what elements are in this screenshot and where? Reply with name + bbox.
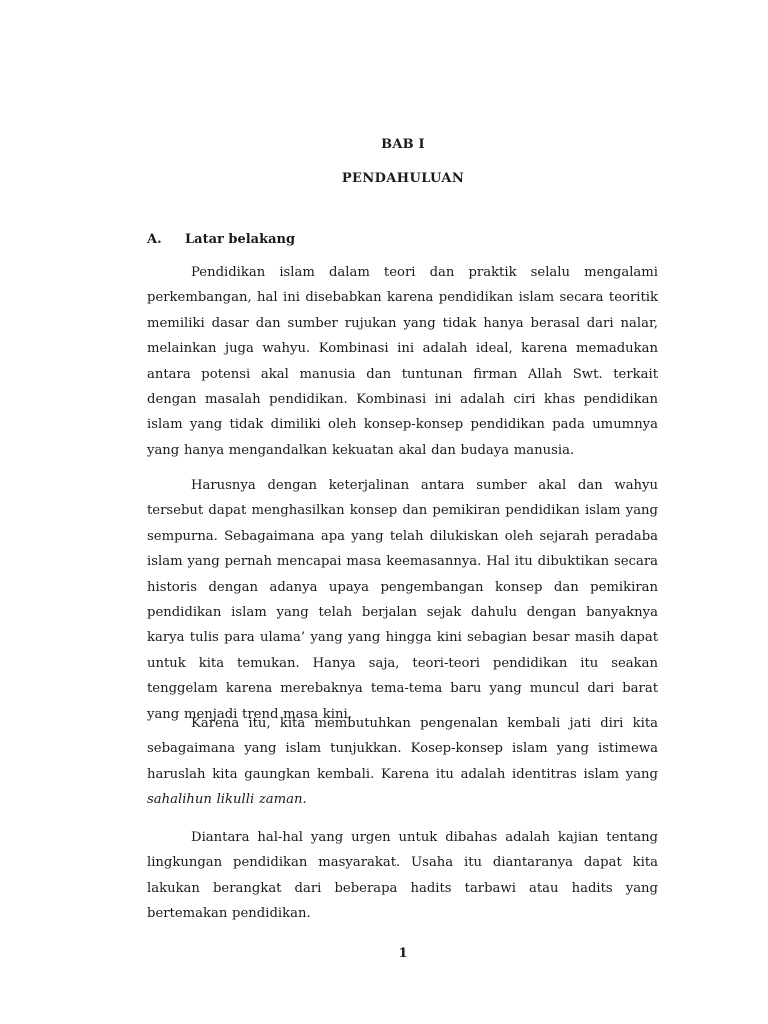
section-letter: A.: [147, 232, 162, 247]
page-number: 1: [398, 946, 408, 961]
section-title: Latar belakang: [185, 232, 296, 247]
paragraph-3-end: .: [302, 792, 307, 808]
paragraph-2: Harusnya dengan keterjalinan antara sumber akal dan wahyu tersebut dapat menghasilkan konsep dan pemikiran pendidikan islam yang sempurna. Sebagaimana apa yang telah dilukiskan oleh sejarah peradaba islam yang pernah mencapai masa keemasannya. Hal itu dibuktikan secara historis dengan adanya upaya pengembangan konsep dan pemikiran pendidikan islam yang telah berjalan sejak dahulu dengan banyaknya karya tulis para ulama’ yang yang hingga kini sebagian besar masih dapat untuk kita temukan. Hanya saja, teori-teori pendidikan itu seakan tenggelam karena merebaknya tema-tema baru yang muncul dari barat yang menjadi trend masa kini.: [147, 478, 658, 722]
paragraph-4: Diantara hal-hal yang urgen untuk dibahas adalah kajian tentang lingkungan pendidikan masyarakat. Usaha itu diantaranya dapat kita lakukan berangkat dari beberapa hadits tarbawi atau hadits yang bertemakan pendidikan.: [147, 830, 658, 922]
chapter-number: BAB I: [381, 137, 425, 152]
paragraph-3: [147, 711, 658, 813]
chapter-title: PENDAHULUAN: [341, 171, 465, 186]
paragraph-3-text: Karena itu, kita membutuhkan pengenalan kembali jati diri kita sebagaimana yang islam tunjukkan. Kosep-konsep islam yang istimewa haruslah kita gaungkan kembali. Karena itu adalah identitras islam yang: [147, 716, 658, 782]
paragraph-3-italic-phrase: sahalihun likulli zaman: [147, 792, 303, 808]
paragraph-1: Pendidikan islam dalam teori dan praktik selalu mengalami perkembangan, hal ini disebabkan karena pendidikan islam secara teoritik memiliki dasar dan sumber rujukan yang tidak hanya berasal dari nalar, melainkan juga wahyu. Kombinasi ini adalah ideal, karena memadukan antara potensi akal manusia dan tuntunan firman Allah Swt. terkait dengan masalah pendidikan. Kombinasi ini adalah ciri khas pendidikan islam yang tidak dimiliki oleh konsep-konsep pendidikan pada umumnya yang hanya mengandalkan kekuatan akal dan budaya manusia.: [147, 265, 658, 458]
section-heading: [147, 232, 295, 247]
